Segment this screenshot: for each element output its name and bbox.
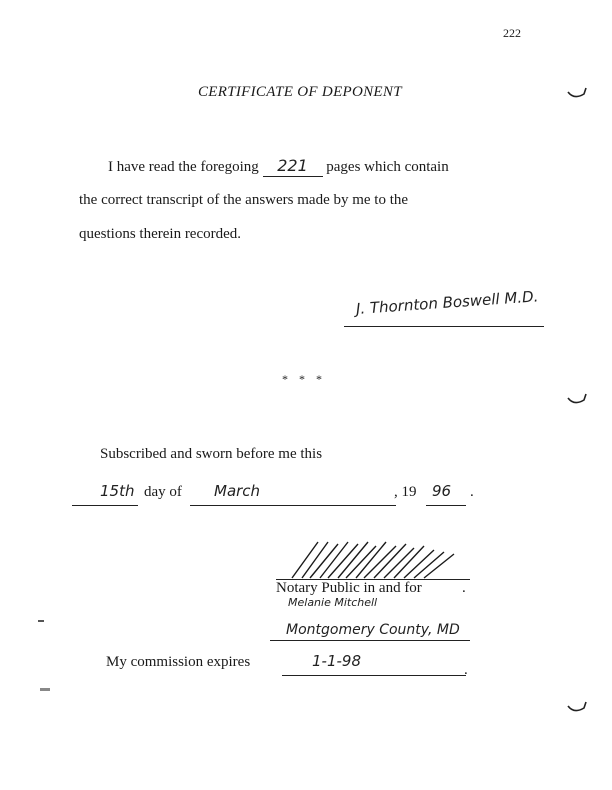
commission-period: . xyxy=(464,662,468,678)
month-value: March xyxy=(214,482,261,500)
day-value: 15th xyxy=(100,482,135,500)
separator: * * * xyxy=(282,372,326,386)
statement-line-3: questions therein recorded. xyxy=(79,226,242,242)
notary-printed-name: Melanie Mitchell xyxy=(288,596,378,609)
statement-text: pages which contain xyxy=(326,159,449,175)
year-value: 96 xyxy=(432,482,452,500)
statement-line-2: the correct transcript of the answers made by me to the xyxy=(79,192,409,208)
commission-line xyxy=(282,675,466,676)
year-prefix: , 19 xyxy=(394,484,417,500)
scan-speck xyxy=(40,688,50,691)
checkmark-icon xyxy=(566,700,588,716)
commission-date: 1-1-98 xyxy=(312,652,361,670)
statement-text: I have read the foregoing xyxy=(108,159,259,175)
scan-speck xyxy=(38,620,44,622)
checkmark-icon xyxy=(566,392,588,408)
period: . xyxy=(470,484,474,500)
day-of-label: day of xyxy=(144,484,182,500)
notary-title: Notary Public in and for xyxy=(276,580,422,596)
subscribed-text: Subscribed and sworn before me this xyxy=(100,446,323,462)
checkmark-icon xyxy=(566,86,588,102)
jurat-date-line xyxy=(72,484,492,510)
notary-title-period: . xyxy=(462,580,466,596)
signature-scribble xyxy=(288,538,468,582)
page-number: 222 xyxy=(503,26,521,40)
commission-label: My commission expires xyxy=(106,654,251,670)
notary-county: Montgomery County, MD xyxy=(286,622,460,638)
statement-line-1 xyxy=(108,156,449,176)
county-line xyxy=(270,640,470,641)
certificate-title: CERTIFICATE OF DEPONENT xyxy=(198,84,402,100)
signature-line xyxy=(344,326,544,327)
deponent-signature: J. Thornton Boswell M.D. xyxy=(355,287,539,318)
pages-count-field: 221 xyxy=(263,156,323,176)
